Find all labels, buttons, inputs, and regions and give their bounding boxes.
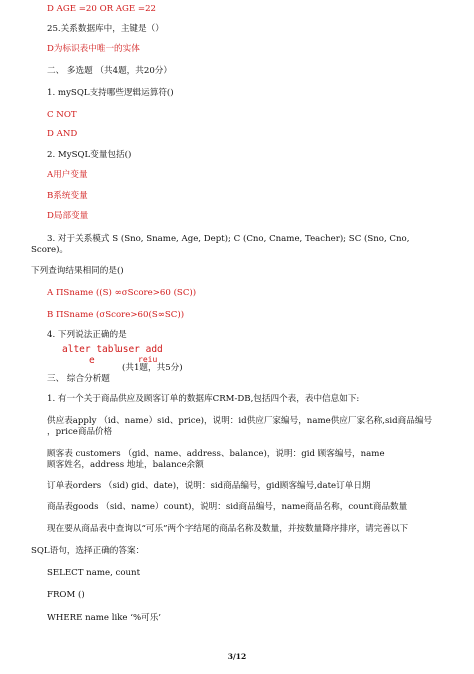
- answer-line: B系统变量: [47, 191, 88, 201]
- answer-line: D AGE =20 OR AGE =22: [47, 4, 157, 14]
- answer-line: reiu: [138, 355, 158, 364]
- section-heading: 三、 综合分析题: [47, 374, 110, 384]
- question-line: (共1题，共5分): [122, 363, 183, 373]
- question-line: 顾客表 customers （gid、name、address、balance)，说明：gid 顾客编号，name: [47, 449, 385, 459]
- sql-line: WHERE name like ‘%可乐’: [47, 613, 162, 623]
- sql-line: SELECT name, count: [47, 568, 141, 578]
- question-line: 订单表orders （sid) gid、date)，说明：sid商品编号，gid顾客编号,date订单日期: [47, 481, 371, 491]
- answer-line: B ΠSname (σScore>60(S∞SC)): [47, 310, 185, 320]
- answer-line: C NOT: [47, 110, 77, 120]
- question-line: 现在要从商品表中查询以“可乐”两个字结尾的商品名称及数量，并按数量降序排序，请完善以下: [47, 524, 409, 534]
- answer-line: D局部变量: [47, 211, 89, 221]
- page-number: 3/12: [227, 652, 247, 661]
- answer-line: A ΠSname ((S) ∞σScore>60 (SC)): [47, 288, 197, 298]
- question-line: 2. MySQL变量包括(): [47, 150, 132, 160]
- question-line: 下列查询结果相同的是(): [31, 266, 124, 276]
- answer-line: A用户变量: [47, 170, 88, 180]
- question-line: Score)。: [31, 245, 69, 255]
- answer-line: e: [89, 355, 95, 366]
- question-line: 1. 有一个关于商品供应及顾客订单的数据库CRM-DB,包括四个表，表中信息如下:: [47, 394, 360, 404]
- answer-line: alter tabl: [62, 344, 120, 355]
- answer-line: D AND: [47, 129, 78, 139]
- question-line: 3. 对于关系模式 S (Sno, Sname, Age, Dept); C (Cno, Cname, Teacher); SC (Sno, Cno,: [47, 234, 410, 244]
- answer-line: D为标识表中唯一的实体: [47, 44, 140, 54]
- question-line: ，price商品价格: [47, 427, 113, 437]
- section-heading: 二、 多选题 （共4题，共20分）: [47, 66, 172, 76]
- question-line: SQL语句，选择正确的答案：: [31, 546, 145, 556]
- question-line: 1. mySQL支持哪些逻辑运算符(): [47, 88, 174, 98]
- question-line: 顾客姓名，address 地址，balance余额: [47, 460, 204, 470]
- question-line: 供应表apply （id、name）sid、price)，说明：id供应厂家编号，name供应厂家名称,sid商品编号: [47, 416, 433, 426]
- sql-line: FROM (): [47, 590, 85, 600]
- answer-line: user add: [117, 344, 163, 355]
- question-line: 25.关系数据库中，主键是（）: [47, 24, 164, 34]
- question-line: 4. 下列说法正确的是: [47, 330, 127, 340]
- question-line: 商品表goods （sid、name）count)，说明：sid商品编号，name商品名称，count商品数量: [47, 502, 408, 512]
